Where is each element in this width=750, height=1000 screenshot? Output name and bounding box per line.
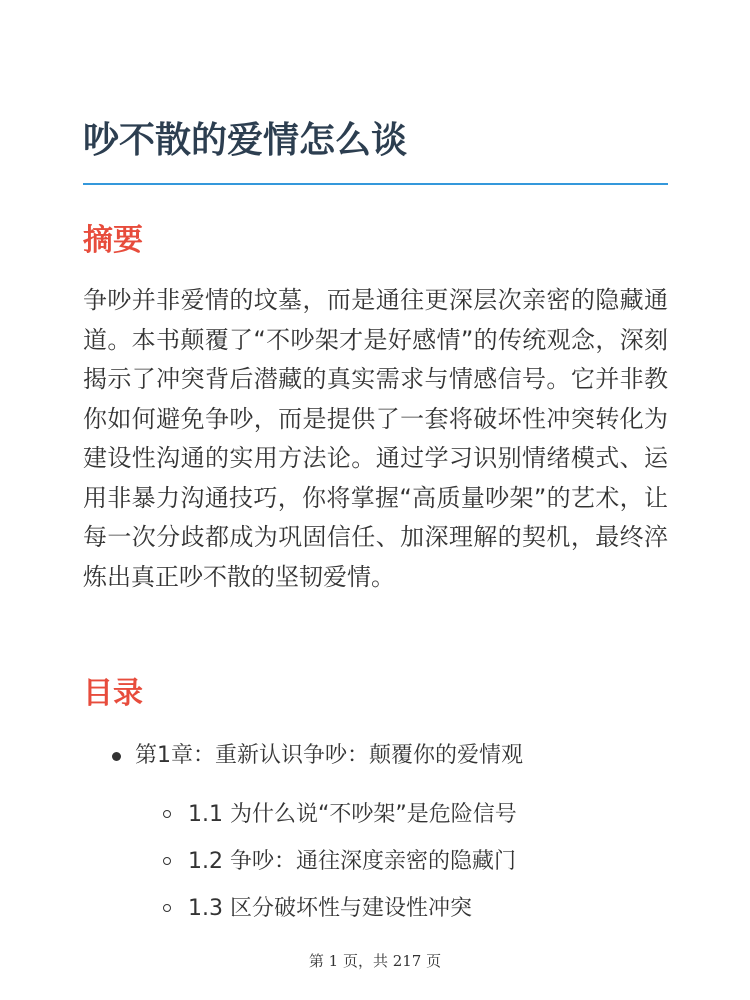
toc-section-label: 1.3 区分破坏性与建设性冲突 (188, 896, 472, 921)
page-number-footer: 第 1 页，共 217 页 (308, 952, 442, 970)
circle-bullet-icon (163, 857, 171, 865)
toc-chapter-1-sections (135, 791, 683, 932)
toc-section-1-3[interactable] (135, 885, 683, 932)
toc-heading: 目录 (83, 676, 143, 711)
title-divider (83, 183, 668, 185)
toc-section-label: 1.2 争吵：通往深度亲密的隐藏门 (188, 849, 516, 874)
toc-section-label: 1.1 为什么说“不吵架”是危险信号 (188, 802, 517, 827)
circle-bullet-icon (163, 810, 171, 818)
toc-chapter-1[interactable] (83, 736, 683, 932)
toc-chapter-label: 第1章：重新认识争吵：颠覆你的爱情观 (135, 743, 523, 768)
toc-section-1-2[interactable] (135, 838, 683, 885)
circle-bullet-icon (163, 904, 171, 912)
table-of-contents (83, 736, 683, 932)
abstract-heading: 摘要 (83, 223, 143, 258)
document-title: 吵不散的爱情怎么谈 (83, 120, 408, 161)
abstract-text: 争吵并非爱情的坟墓，而是通往更深层次亲密的隐藏通道。本书颠覆了“不吵架才是好感情”的传统观念，深刻揭示了冲突背后潜藏的真实需求与情感信号。它并非教你如何避免争吵，而是提供了一套将破坏性冲突转化为建设性沟通的实用方法论。通过学习识别情绪模式、运用非暴力沟通技巧，你将掌握“高质量吵架”的艺术，让每一次分歧都成为巩固信任、加深理解的契机，最终淬炼出真正吵不散的坚韧爱情。 (83, 286, 668, 591)
disc-bullet-icon (112, 752, 121, 761)
toc-section-1-1[interactable] (135, 791, 683, 838)
